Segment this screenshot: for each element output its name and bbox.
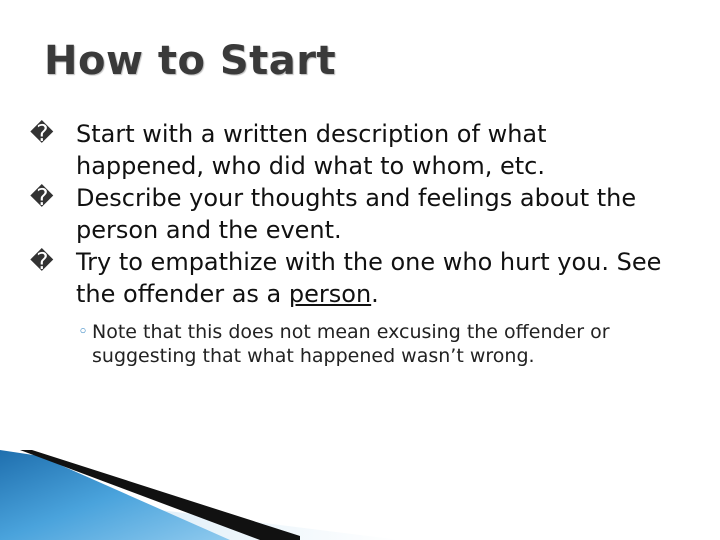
underlined-word: person (288, 280, 372, 308)
bullet-item (30, 118, 680, 182)
slide-title: How to Start (44, 38, 337, 84)
bullet-box-icon: � (30, 185, 54, 211)
blue-gradient-wedge (0, 450, 230, 540)
sub-bullet-text: Note that this does not mean excusing the offender or suggesting that what happened wasn’t wrong. (92, 321, 610, 367)
bullet-box-icon: � (30, 121, 54, 147)
sub-bullet-item (30, 320, 680, 368)
bullet-text: Describe your thoughts and feelings about the person and the event. (76, 184, 637, 244)
bullet-text: Try to empathize with the one who hurt you. See the offender as a (76, 248, 662, 308)
bullet-item (30, 246, 680, 310)
slide-body (30, 118, 680, 368)
hollow-circle-icon: ◦ (78, 322, 89, 342)
bullet-box-icon: � (30, 249, 54, 275)
bullet-text: Start with a written description of what happened, who did what to whom, etc. (76, 120, 547, 180)
bullet-text-end: . (371, 280, 379, 308)
bullet-item (30, 182, 680, 246)
corner-decoration (0, 450, 400, 540)
